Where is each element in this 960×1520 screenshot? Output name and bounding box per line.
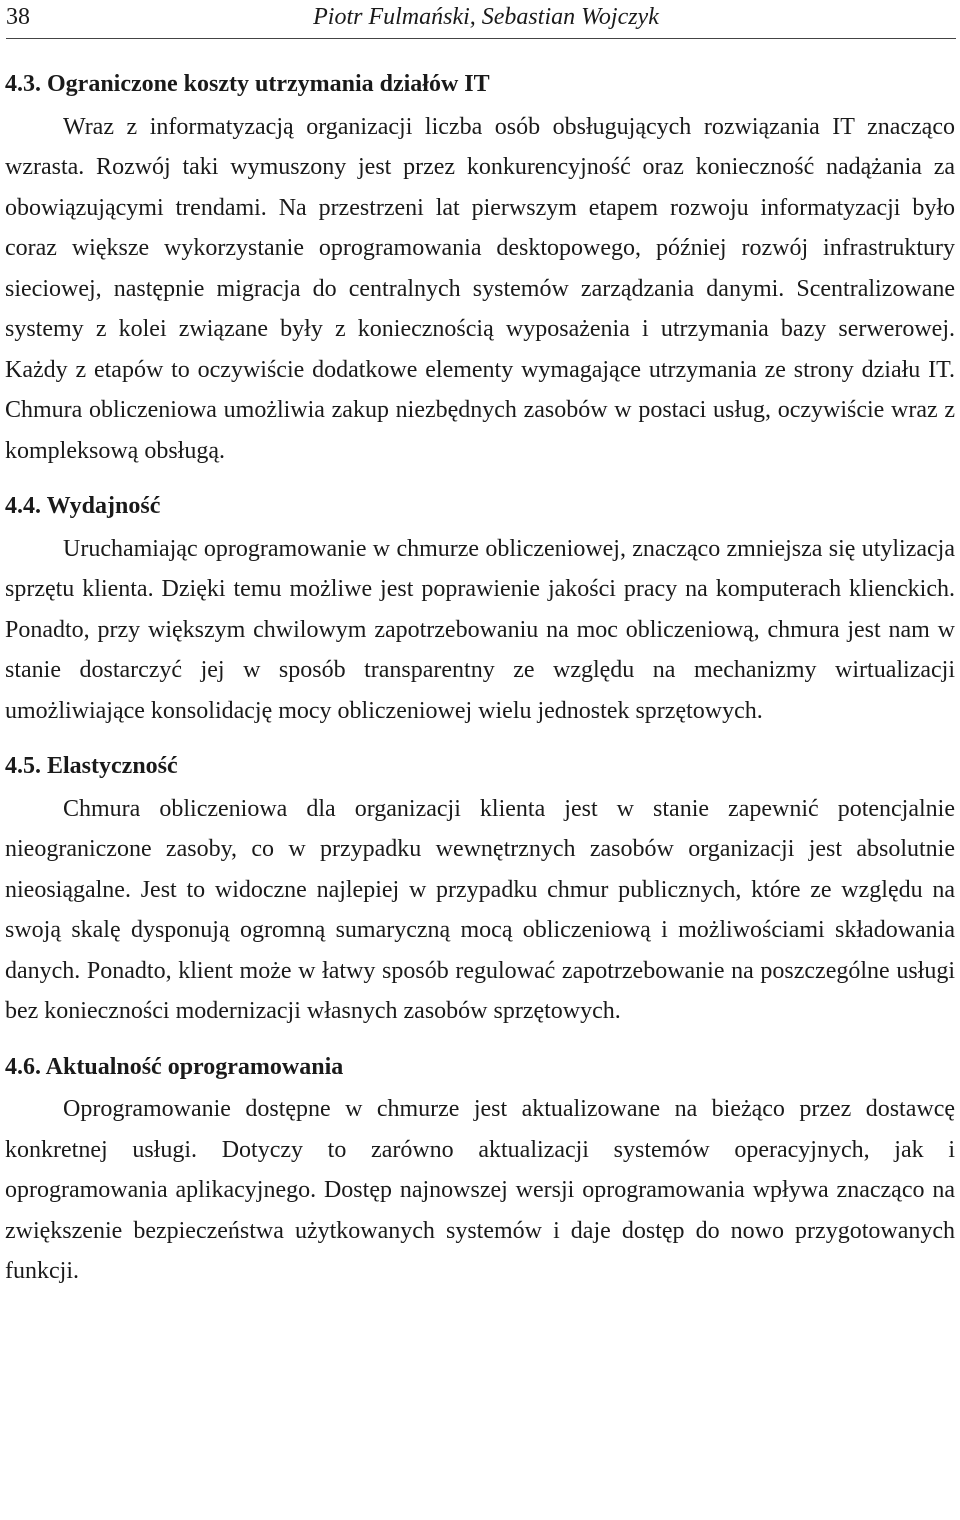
section-heading: 4.6. Aktualność oprogramowania xyxy=(5,1053,344,1080)
section-heading: 4.5. Elastyczność xyxy=(5,753,178,779)
running-title: Piotr Fulmański, Sebastian Wojczyk xyxy=(313,4,659,30)
section-paragraph: Oprogramowanie dostępne w chmurze jest aktualizowane na bieżąco przez dostawcę konkretnej usługi. Dotyczy to zarówno aktualizacji systemów operacyjnych, jak i oprogramowania aplikacyjnego. Dostęp najnowszej wersji oprogramowania wpływa znacząco na zwiększenie bezpieczeństwa użytkowanych systemów i daje dostęp do nowo przygotowanych funkcji. xyxy=(5,1096,955,1284)
page-number: 38 xyxy=(6,4,30,30)
section-heading: 4.4. Wydajność xyxy=(5,493,161,519)
section-paragraph: Chmura obliczeniowa dla organizacji klienta jest w stanie zapewnić potencjalnie nieograniczone zasoby, co w przypadku wewnętrznych zasobów organizacji jest absolutnie nieosiągalne. Jest to widoczne najlepiej w przypadku chmur publicznych, które ze względu na swoją skalę dysponują ogromną sumaryczną mocą obliczeniową i możliwościami składowania danych. Ponadto, klient może w łatwy sposób regulować zapotrzebowanie na poszczególne usługi bez konieczności modernizacji własnych zasobów sprzętowych. xyxy=(5,795,955,1024)
section-paragraph: Uruchamiając oprogramowanie w chmurze obliczeniowej, znacząco zmniejsza się utylizacja sprzętu klienta. Dzięki temu możliwe jest poprawienie jakości pracy na komputerach klienckich. Ponadto, przy większym chwilowym zapotrzebowaniu na moc obliczeniową, chmura jest nam w stanie dostarczyć jej w sposób transparentny ze względu na mechanizmy wirtualizacji umożliwiające konsolidację mocy obliczeniowej wielu jednostek sprzętowych. xyxy=(5,535,955,724)
section-paragraph: Wraz z informatyzacją organizacji liczba osób obsługujących rozwiązania IT znacząco wzrasta. Rozwój taki wymuszony jest przez konkurencyjność oraz konieczność nadążania za obowiązującymi trendami. Na przestrzeni lat pierwszym etapem rozwoju informatyzacji było coraz większe wykorzystanie oprogramowania desktopowego, później rozwój infrastruktury sieciowej, następnie migracja do centralnych systemów zarządzania danymi. Scentralizowane systemy z kolei związane były z koniecznością wyposażenia i utrzymania bazy serwerowej. Każdy z etapów to oczywiście dodatkowe elementy wymagające utrzymania ze strony działu IT. Chmura obliczeniowa umożliwia zakup niezbędnych zasobów w postaci usług, oczywiście wraz z kompleksową obsługą. xyxy=(5,113,955,464)
page-content xyxy=(5,64,955,1292)
page-header xyxy=(6,0,956,39)
section-heading: 4.3. Ograniczone koszty utrzymania działów IT xyxy=(5,71,490,97)
